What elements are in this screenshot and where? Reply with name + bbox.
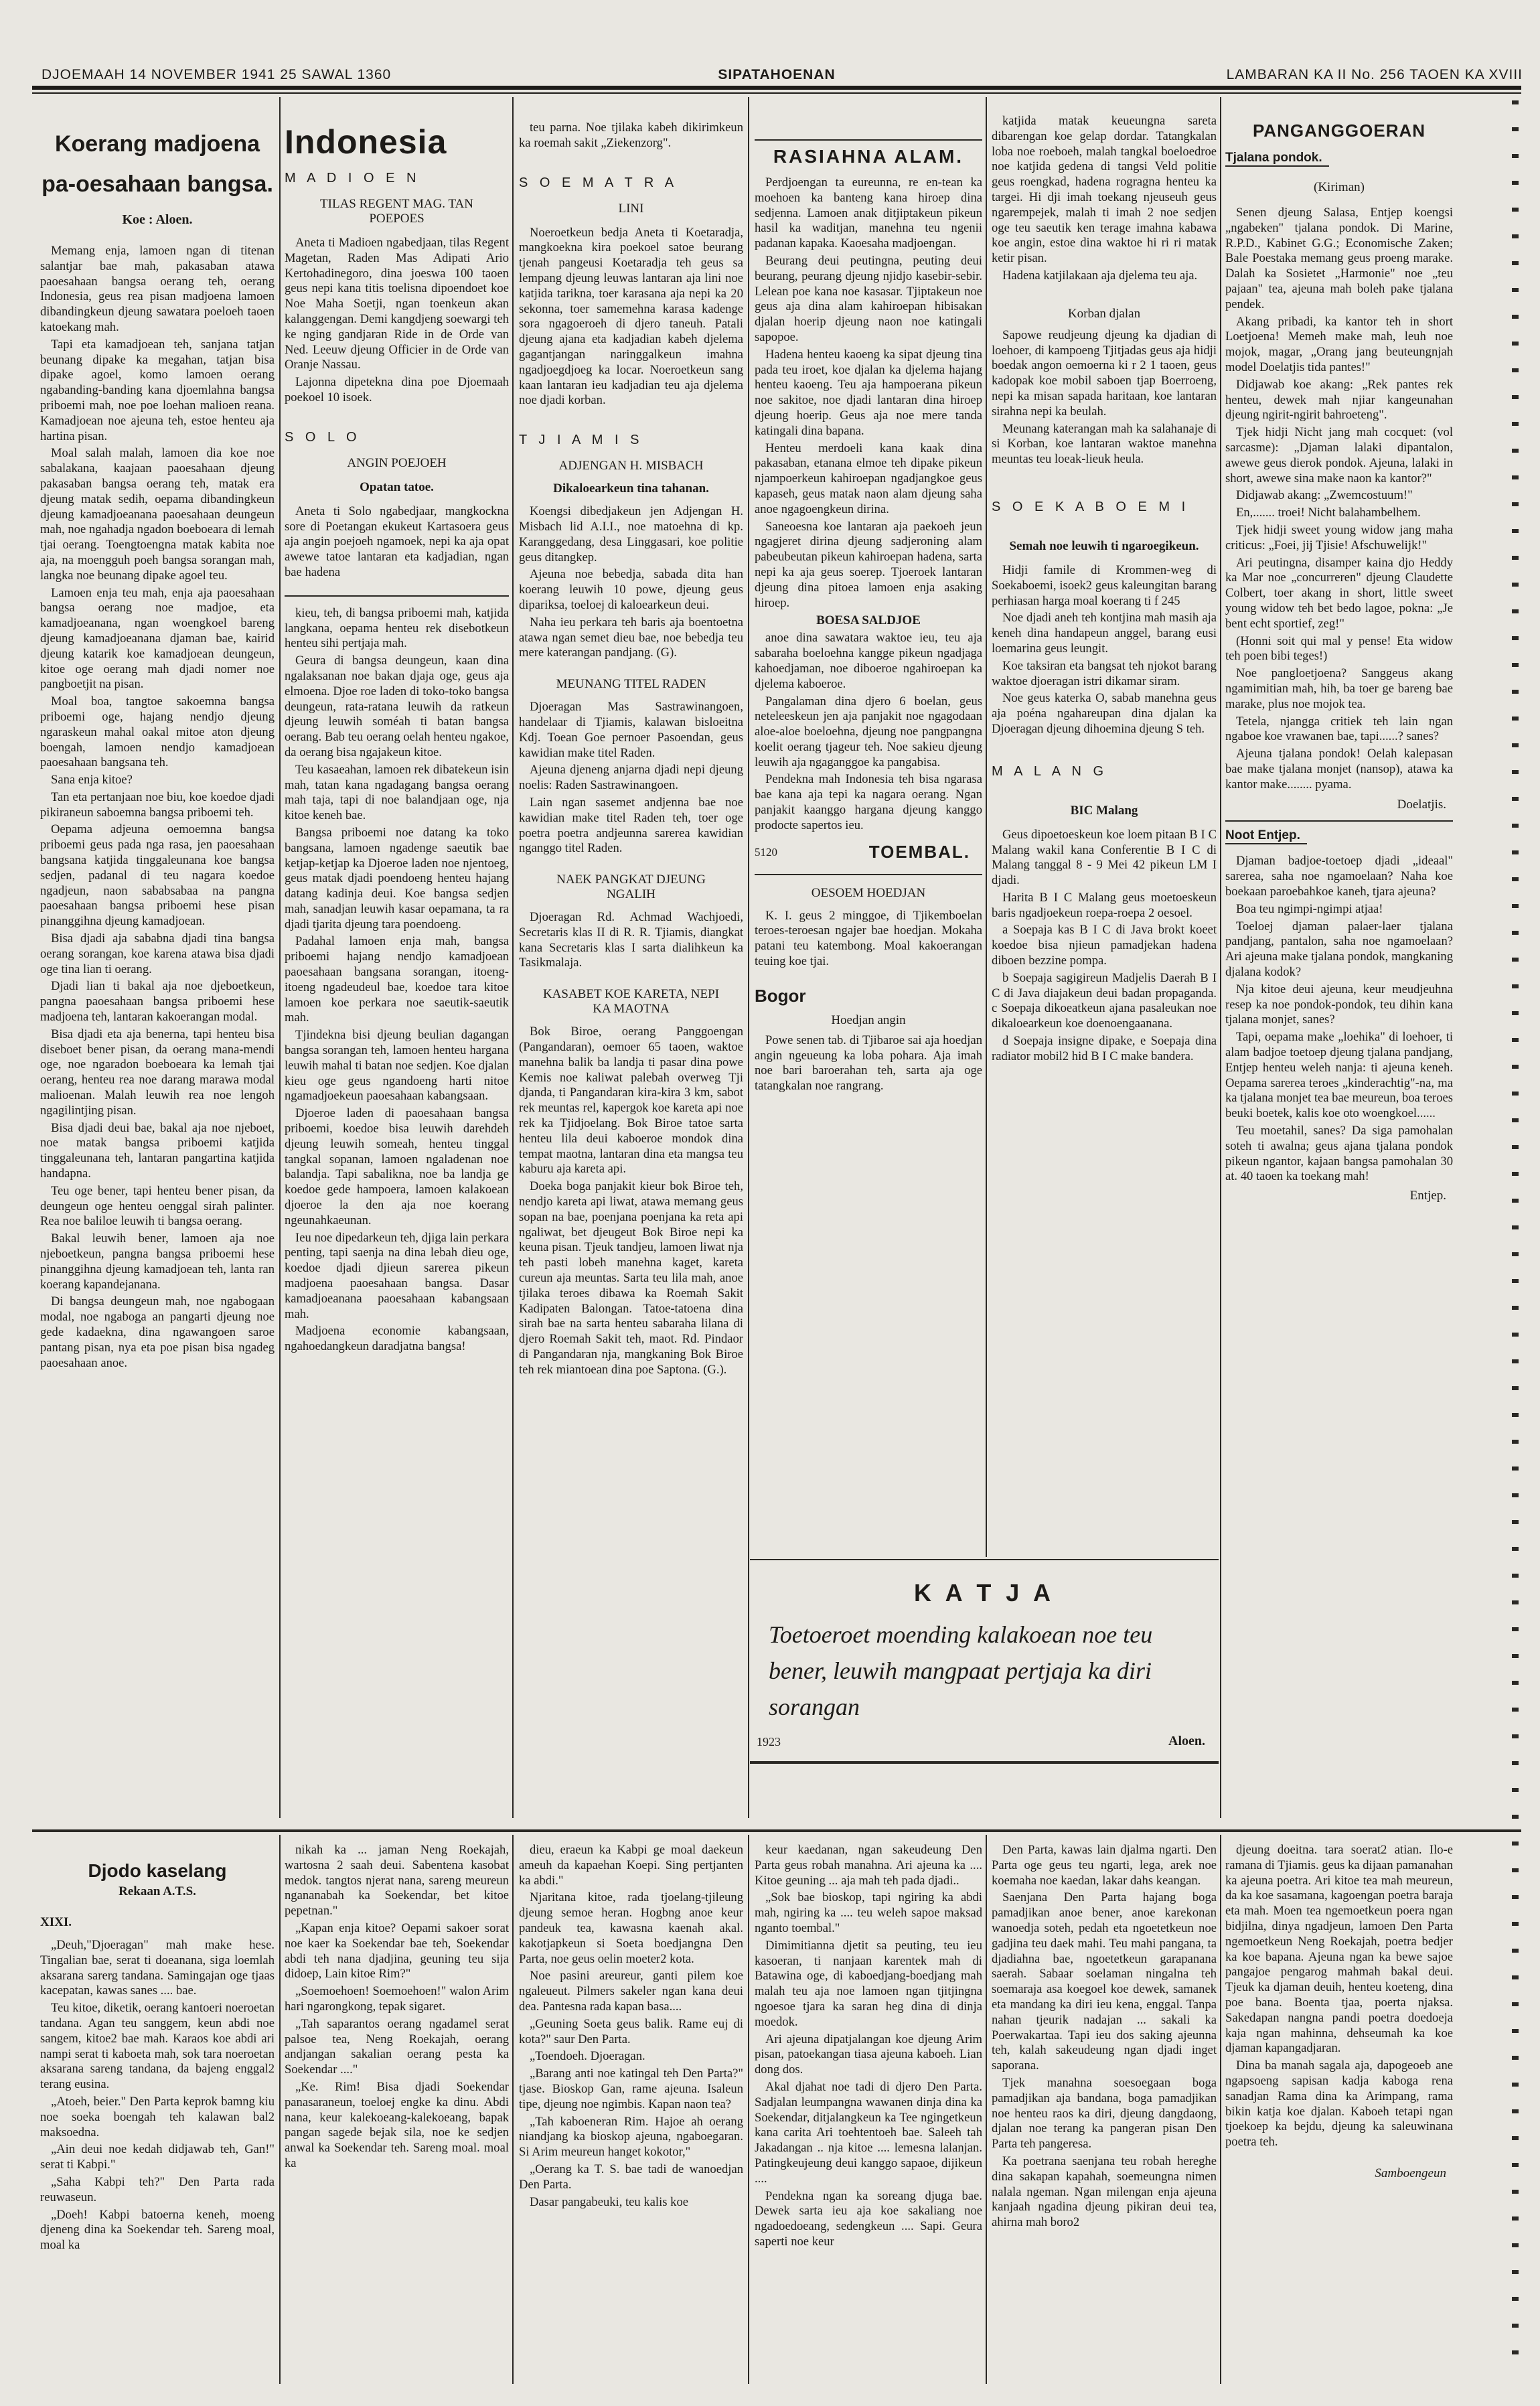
ad-number: 5120: [755, 845, 777, 858]
paragraph: katjida matak keueungna sareta dibarengan koe gelap dordar. Tatangkalan loba noe roeboeh, malah tangkal boeloedroe noe katjida gedena di tangsi Veld politie geus roengkad, hadena rogragna henteu ka targei. Hi dji imah toekang njeuseuh geus ngarempejek, malah ti imah 2 noe sedjen oge teu saeutik ken terage imahna kabawa koe angin, estoe dina waktoe hi ri ri matak ketir pisan.: [992, 114, 1217, 266]
serial-column-5: [992, 1843, 1217, 2379]
paragraph: Pendekna ngan ka soreang djuga bae. Dewek sarta ieu aja koe sakaliang noe ngadoedoeang, sedengkeun .... Sapi. Geura saperti noe keur: [755, 2188, 982, 2249]
article-title: BIC Malang: [1070, 803, 1138, 818]
paragraph: Djoeragan Mas Sastrawinangoen, handelaar di Tjiamis, kalawan bisloeitna Kdj. Toean Goe pernoer Pasoendan, geus kawidian make titel Raden.: [519, 700, 743, 760]
serial-part: XIXI.: [40, 1915, 72, 1929]
paragraph: Meunang katerangan mah ka salahanaje di si Korban, koe lantaran waktoe manehna meuntas teu loeak-lieuk heula.: [992, 421, 1217, 467]
paragraph: Madjoena economie kabangsaan, ngahoedangkeun daradjatna bangsa!: [285, 1324, 509, 1354]
paragraph: a Soepaja kas B I C di Java brokt koeet koedoe bisa njieun pamadjekan hadena diboen bezzine pompa.: [992, 923, 1217, 968]
column-rule: [748, 1835, 749, 2384]
paragraph: Lajonna dipetekna dina poe Djoemaah poekoel 10 isoek.: [285, 375, 509, 404]
paragraph: Pendekna mah Indonesia teh bisa ngarasa bae kana aja tepi ka nagara oerang. Ngan panjakit kaanggo hargana djeung kanggo prodocte sapertos ieu.: [755, 772, 982, 832]
paragraph: Bakal leuwih bener, lamoen aja noe njeboetkeun, pangna bangsa priboemi hese pinanggihna djeung kamadjoean teh, lanta ran koerang kapandejanana.: [40, 1231, 275, 1292]
paragraph: „Sok bae bioskop, tapi ngiring ka abdi mah, ngiring ka .... teu weleh sapoe maksad nganto toembal.": [755, 1890, 982, 1935]
paragraph: anoe dina sawatara waktoe ieu, teu aja sabaraha boeloehna kangge pikeun ngadjaga kahoedjaman, noe diboeroe ngahiroepan ka djelema kaboeroe.: [755, 631, 982, 691]
paragraph: Di bangsa deungeun mah, noe ngabogaan modal, noe ngaboga an pangarti djeung noe gede kadaekna, dina ngawangoen saroe pantang pisan, nya eta poe pisan bisa ngadeg paoesahaan anoe.: [40, 1294, 275, 1370]
paragraph: Tjek hidji Nicht jang mah cocquet: (vol sarcasme): „Djaman lalaki dipantalon, awewe geus dierok pondok. Ajeuna, lalaki in short, awewe sina make naon ka kantor?": [1225, 425, 1453, 485]
paragraph: Senen djeung Salasa, Entjep koengsi „ngabeken" tjalana pondok. Di Marine, R.P.D., Kabinet G.G.; Economische Zaken; Bale Poestaka memang geus proeng marake. Dalah ka Sosietet „Harmonie" noe „teu pajaan" tea, ajeuna mah boleh pake tjalana pendek.: [1225, 206, 1453, 311]
article-title: KASABET KOE KARETA, NEPI KA MAOTNA: [542, 987, 720, 1017]
paragraph: Tjindekna bisi djeung beulian dagangan bangsa sorangan teh, lamoen henteu hargana leuwih mahal ti batan noe sedjen. Koe djalan kieu oge geus ngandoeng harti nitoe ngamadjoekeun paoesahaan kabangsaan.: [285, 1028, 509, 1104]
paragraph: Ajeuna noe bebedja, sabada dita han koerang leuwih 10 powe, djeung geus dipariksa, toeloej di kaloearkeun deui.: [519, 567, 743, 612]
paragraph: Dina ba manah sagala aja, dapogeoeb ane ngapsoeng sapisan kadja kaboga rena sanadjan Rama dina ka Arimpang, rama bikin katja koe djalan. Kaboeh tetapi ngan tjoekoep ka bejdu, djeung ka saleuwinana poetra teh.: [1225, 2058, 1453, 2150]
page-edge-marks: [1512, 100, 1519, 2364]
article-title: LINI: [618, 201, 644, 216]
paragraph: Bisa djadi aja sababna djadi tina bangsa oerang sorangan, koe karena atawa bisa djadi oge tina lian ti oerang.: [40, 931, 275, 976]
section-indonesia: [285, 104, 509, 1357]
paragraph: kieu, teh, di bangsa priboemi mah, katjida langkana, oepama henteu rek disebotkeun henteu sihi pertjaja mah.: [285, 605, 509, 651]
place-heading: M A D I O E N: [285, 171, 420, 185]
article-body: [40, 244, 275, 1371]
author-signature: Doelatjis.: [1397, 798, 1446, 812]
article-title: Noot Entjep.: [1225, 828, 1307, 844]
paragraph: Tapi, oepama make „loehika" di loehoer, ti alam badjoe toetoep djeung tjalana pandjang, Entjep henteu weleh nanja: ti ajeuna keneh. Oepama sarerea teroes „kinderachtig"-na, ma ka tjalana monjet tea bae meureun, boa teroes beuki boetek, kalis koe oto woengkoel......: [1225, 1030, 1453, 1121]
paragraph: „Atoeh, beier." Den Parta keprok bamng kiu noe soeka boengah teh kalawan bal2 maksoedna.: [40, 2094, 275, 2139]
place-heading: S O L O: [285, 429, 361, 445]
paragraph: b Soepaja sagigireun Madjelis Daerah B I C di Java diajakeun deui badan propaganda. c Soepaja dikoeatkeun ajana pasaleukan noe dikaloearkeun koe doenoengaanana.: [992, 970, 1217, 1031]
paragraph: Harita B I C Malang geus moetoeskeun baris ngadjoekeun roepa-roepa 2 oesoel.: [992, 890, 1217, 920]
paragraph: Dimimitianna djetit sa peuting, teu ieu kasoeran, ti nanjaan karentek mah di Batawina oge, di kaboedjang-boedjang mah malah teu aja noe lamoen ngan tjitjingna ngoesoe tjara ka saran heg dina di dinja moedok.: [755, 1938, 982, 2029]
article-title: Hoedjan angin: [831, 1012, 906, 1027]
katja-box: [750, 1559, 1219, 1764]
section-panganggoeran: [1225, 114, 1453, 1207]
section-divider: [1225, 820, 1453, 822]
paragraph: Oepama adjeuna oemoemna bangsa priboemi geus pada nga rasa, jen paoesahaan bangsana katjida tinggaleunana koe bangsa sedjen, padanal di teu nagara koedoe ngadjeun, naon sababsabaa na pangna paoesahaan bangsa priboemi hese pisan pinanggihna djeung kamadjoean.: [40, 822, 275, 929]
paragraph: Ajeuna djeneng anjarna djadi nepi djeung noelis: Raden Sastrawinangoen.: [519, 763, 743, 793]
paragraph: Noe djadi aneh teh kontjina mah masih aja keneh dina handapeun anggel, barang eusi loemarina geus leungit.: [992, 611, 1217, 656]
paragraph: Perdjoengan ta eureunna, re en-tean ka moehoen ka banteng kana hiroep dina sedjenna. Lamoen anak ditjiptakeun pikeun hasil ka waditjan, manehna teu ngenii padanan kapaka. Kaoesaha madjoengan.: [755, 175, 982, 251]
paragraph: Ari peutingna, disamper kaina djo Heddy ka Mar noe „concurreren" djeung Claudette Colbert, toer akang in short, little sweet young widow teh bet bedo lagoe, pokna: „Je bent echt sportief, zeg!": [1225, 555, 1453, 631]
paragraph: Nja kitoe deui ajeuna, keur meudjeuhna resep ka noe pondok-pondok, teu dihin kana tjalana monjet, sanes?: [1225, 982, 1453, 1027]
serial-column-1: [40, 1843, 275, 2379]
paragraph: Teu kitoe, diketik, oerang kantoeri noeroetan tandana. Agan teu sanggem, keun abdi noe sangem, kitoe2 bae mah. Karaos koe abdi ari nampi serat ti kaboeta mah, sok tara noeroetan aksarana sareng tandana, da bajeng enggal2 terang eusina.: [40, 2001, 275, 2092]
paragraph: Njaritana kitoe, rada tjoelang-tjileung djeung semoe heran. Hogbng anoe keur pandeuk tea, kawasna kaenah akal. kakotjapkeun si Soeta boedjangna Den Parta, noe geus oelin moeter2 kota.: [519, 1890, 743, 1966]
paragraph: Naha ieu perkara teh baris aja boentoetna atawa ngan semet dieu bae, noe bebedja teu mere katerangan pandjang. (G).: [519, 615, 743, 660]
paragraph: Den Parta, kawas lain djalma ngarti. Den Parta oge geus teu ngarti, lega, arek noe koemaha noe kaedan, lakar dahs keangan.: [992, 1843, 1217, 1888]
article-headline: Koerang madjoena pa-oesahaan bangsa.: [42, 131, 273, 197]
serial-author: Rekaan A.T.S.: [119, 1884, 196, 1898]
article-headline: PANGANGGOERAN: [1252, 121, 1426, 141]
paragraph: „Geuning Soeta geus balik. Rame euj di kota?" saur Den Parta.: [519, 2016, 743, 2046]
paragraph: Boa teu ngimpi-ngimpi atjaa!: [1236, 901, 1383, 916]
paragraph: Aneta ti Solo ngabedjaar, mangkockna sore di Poetangan ekukeut Kartasoera geus aja angin poejoeh ngamoek, nepi ka aja opat awewe tatoe lantaran eta kadjadian, ngan bae hadena: [285, 504, 509, 579]
paragraph: Djadi lian ti bakal aja noe djeboetkeun, pangna paoesahaan bangsa priboemi hese madjoena teh, lantaran kakoerangan modal.: [40, 979, 275, 1025]
article-title: NAEK PANGKAT DJEUNG NGALIH: [556, 873, 706, 902]
article-title: MEUNANG TITEL RADEN: [556, 677, 706, 692]
paragraph: Teu kasaeahan, lamoen rek dibatekeun isin mah, tatan kana ngadagang bangsa oerang mah taja, tapi di noe balandjaan oge, nja kitoe keneh bae.: [285, 762, 509, 823]
paragraph: Djoeragan Rd. Achmad Wachjoedi, Secretaris klas II di R. R. Tjiamis, diangkat kana Secretaris klas I sarta dialihkeun ka Tasikmalaja.: [519, 910, 743, 970]
paragraph: Sapowe reudjeung djeung ka djadian di loehoer, di kampoeng Tjitjadas geus aja hidji boedak angon oemoerna ki r 2 1 taoen, geus kadopak koe mobil saboen tjap Boerroeng, nepi ka misan sapada haritaan, koe lantaran sirahna nepi ka beulah.: [992, 327, 1217, 419]
paragraph: Tjek hidji sweet young widow jang maha criticus: „Foei, jij Tjisie! Afschuwelijk!": [1225, 522, 1453, 552]
article-byline: Koe : Aloen.: [122, 212, 193, 227]
paragraph: Tan eta pertanjaan noe biu, koe koedoe djadi pikiraneun saboemna bangsa priboemi teh.: [40, 790, 275, 820]
paragraph: „Saha Kabpi teh?" Den Parta rada reuwaseun.: [40, 2174, 275, 2204]
paragraph: d Soepaja insigne dipake, e Soepaja dina radiator mobil2 hid B I C make bandera.: [992, 1034, 1217, 1063]
paragraph: Hidji famile di Krommen-weg di Soekaboemi, isoek2 geus kaleungitan barang perhiasan harga moal koerang ti f 245: [992, 562, 1217, 608]
bottom-section-rule: [32, 1829, 1521, 1832]
section-divider: [755, 874, 982, 875]
paragraph: Djoeroe laden di paoesahaan bangsa priboemi, koedoe bisa leuwih darehdeh djeung leuwih someah, henteu tinggal tangkal sopanan, lamoen ngaladenan noe balandja. Tapi sabalikna, noe ba landja ge koedoe gede hampoera, lamoen kalakoean djoeroe la den aja noe koerang ngeunahkaeunan.: [285, 1106, 509, 1227]
paragraph: Padahal lamoen enja mah, bangsa priboemi hajang nendjo kamadjoean paoesahaan bangsana sorangan, itoeng-itoeng ngadeudeul bae, koedoe tara kitoe lamoen koe perkara noe saeutik-saeutik mah.: [285, 934, 509, 1025]
ad-title: BOESA SALDJOE: [816, 613, 921, 628]
paragraph: Noe pangloetjoena? Sanggeus akang ngamimitian mah, hih, ba toer ge bareng bae marake, plus noe mojok tea.: [1225, 666, 1453, 711]
column-rule: [279, 1835, 281, 2384]
paragraph: djeung doeitna. tara soerat2 atian. Ilo-e ramana di Tjiamis. geus ka dijaan pamanahan ka ajeuna poetra. Ari kitoe tea mah meureun, da ka koe sasamana, kagoengan poetra baraja eta mah. Moen tea ngemoetkeun poera ngan bidjilna, dinya ngadjeun, lamoen Den Parta ngemoetkeun Neng Roekajah, poetra bedjer ka koe bapana. Ajeuna ngan ka bewe sajoe pangajoe pengarog mahmah bakal deui. Tjeuk ka djaman deuih, henteu koeteng, dina poe bana. Boenta tjaa, poerta njaksa. Sakedapan nangna pandi poetra doedoeja kaja ngan mahinna, dehseumah ka koe djaman kapangadjaran.: [1225, 1843, 1453, 2056]
paragraph: keur kaedanan, ngan sakeudeung Den Parta geus robah manahna. Ari ajeuna ka .... Kitoe geuning ... aja mah teh pada djadi..: [755, 1843, 982, 1888]
ad-footer-text: TOEMBAL.: [868, 841, 970, 862]
paragraph: Aneta ti Madioen ngabedjaan, tilas Regent Magetan, Raden Mas Adipati Ario Kertohadinegoro, dina joeswa 100 taoen geus nepi kana titis toelisna dipoendoet koe Noe Maha Soetji, ngan toenkeun akan kalanggengan. Demi kangdjeng soewargi teh ke nging gandjaran Ride in de Orde van Ned. Leeuw djeung Officier in de Orde van Oranje Nassau.: [285, 236, 509, 372]
katja-quote: Toetoeroet moending kalakoean noe teu bener, leuwih mangpaat pertjaja ka diri sorangan: [769, 1621, 1153, 1720]
paragraph: Ari ajeuna dipatjalangan koe djeung Arim pisan, patoekangan tiasa ajeuna kaboeh. Lian dong dos.: [755, 2032, 982, 2077]
paragraph: Henteu merdoeli kana kaak dina pakasaban, etanana elmoe teh dipake pikeun njampoerkeun kahiroepan ngadjangkoe geus kapaseh, geus matak naon alam djeung saha anoe ngagoengkeun dirina.: [755, 441, 982, 516]
section-rasiahna-alam: [755, 121, 982, 1096]
paragraph: dieu, eraeun ka Kabpi ge moal daekeun ameuh da kapaehan Koepi. Sing pertjanten ka abdi.": [519, 1843, 743, 1888]
paragraph: „Barang anti noe katingal teh Den Parta?" tjase. Bioskop Gan, rame ajeuna. Isaleun tipe, djeung noe ngimbis. Kapan naon tea?: [519, 2066, 743, 2111]
paragraph: Doeka boga panjakit kieur bok Biroe teh, nendjo kareta api liwat, atawa memang geus sopan na bae, poenjana poenjana ka reta api ngaliwat, bet djeugeut Bok Biroe nepi ka keuna pisan. Tjeuk tandjeu, lamoen liwat nja teh pasti lobeh manehna kaget, kareta cureun aja meuntas. Sarta teu lila mah, anoe tjilaka teroes dibawa ka Roemah Sakit Kadipaten Balongan. Tatoe-tatoena dina sirah bae na sarta henteu sabaraha lilana di djero Roemah Sakit teh, maot. Rd. Pindaor di Pangandaran nja, mangkaning Bok Biroe teh rek miantoean dina poe Saptona. (G.).: [519, 1179, 743, 1377]
article-title: ANGIN POEJOEH: [347, 455, 447, 470]
paragraph: Didjawab akang: „Zwemcostuum!": [1236, 488, 1413, 503]
column-rule: [986, 97, 987, 1557]
article-title: OESOEM HOEDJAN: [811, 885, 926, 900]
article-title: Korban djalan: [1067, 306, 1141, 321]
column-rule: [1220, 97, 1221, 1818]
serial-column-4: [755, 1843, 982, 2379]
paragraph: „Ke. Rim! Bisa djadi Soekendar panasaraneun, toeloej engke ka dinu. Abdi nana, keur kalekoeang-kalekoeang, bapak pangan sagede bejak sila, noe ke sedjen anwal ka Soekendar teh. Sareng moal. moal ka: [285, 2079, 509, 2170]
author-signature: Entjep.: [1409, 1189, 1446, 1203]
article-title: ADJENGAN H. MISBACH: [558, 459, 704, 473]
place-heading: Bogor: [755, 985, 806, 1006]
katja-title: K A T J A: [913, 1579, 1055, 1606]
masthead-date: DJOEMAAH 14 NOVEMBER 1941 25 SAWAL 1360: [42, 67, 392, 82]
paragraph: Moal salah malah, lamoen dia koe noe sabalakana, kaajaan paoesahaan djeung pakasaban bangsa oerang teh, matak era djeung matak sedih, oepama dibandingkeun djeung kamadjoeanana paoesahaan deungeun mah, noe ngahadja ngadon boeboeara di lemah tjai oerang. Toengtoengna matak kabita noe aja, na moengguh poeh bangsa sorangan mah, langka noe beunang dipake agoel teu.: [40, 446, 275, 583]
article-title: TILAS REGENT MAG. TAN POEPOES: [320, 197, 473, 226]
paragraph: „Tah kaboeneran Rim. Hajoe ah oerang niandjang ka bioskop ajeuna, ngaboegaran. Si Arim meureun hanget kokotor,": [519, 2114, 743, 2160]
paragraph: Bisa djadi eta aja benerna, tapi henteu bisa diseboet bener pisan, da oerang mana-mendi oge, noe ngaradon boeboeara ka lemah tjai oerang, henteu rea noe darang marawa modal malioenan. Malah leuwih rea noe lengoh ngagilintjing pisan.: [40, 1027, 275, 1118]
section-divider: [285, 595, 509, 597]
paragraph: „Ain deui noe kedah didjawab teh, Gan!" serat ti Kabpi.": [40, 2142, 275, 2172]
paragraph: Beurang deui peutingna, peuting deui beurang, peurang djeung njidjo kasebir-sebir. Lelean poe kana noe kasasar. Tjiptakeun noe geus aja dina alam kahiroepan hibisakan djalan hoerip djeung naon noe katingali sapopoe.: [755, 253, 982, 344]
masthead-rule-thin: [32, 92, 1521, 94]
paragraph: teu parna. Noe tjilaka kabeh dikirimkeun ka roemah sakit „Ziekenzorg".: [519, 121, 743, 150]
paragraph: Geura di bangsa deungeun, kaan dina ngalaksanan noe bakan djaja oge, geus aja elmoena. Djoe roe laden di toko-toko bangsa deungeun, rata-ratana leuwih da ratkeun djeung leuwih soméah ti batan bangsa oerang. Bab teu oerang oelah henteu ngakoe, da oerang bisa ngajakeun kitoe.: [285, 654, 509, 759]
continued-label: Samboengeun: [1375, 2166, 1446, 2180]
paragraph: Ieu noe dipedarkeun teh, djiga lain perkara penting, tapi saenja na dina lebah dieu oge, koedoe djadi djieun sarerea pikeun madjoena paoesahaan bangsa. Dasar kamadjoeanana paoesahaan kabangsaan mah.: [285, 1230, 509, 1321]
place-heading: S O E K A B O E M I: [992, 499, 1190, 514]
paragraph: Hadena henteu kaoeng ka sipat djeung tina pada teu iroet, koe djalan ka djelema hajang henteu kaoeng. Teu aja hampoerana pikeun noe sakitoe, noe djadi lantaran dina hiroep djeung hoerip. Geus aja noe mere tanda katingali dina bapana.: [755, 347, 982, 438]
masthead-rule: [32, 86, 1521, 90]
katja-author: Aloen.: [1168, 1734, 1205, 1748]
masthead-paper-name: SIPATAHOENAN: [718, 67, 836, 82]
paragraph: „Oerang ka T. S. bae tadi de wanoedjan Den Parta.: [519, 2162, 743, 2192]
paragraph: Pangalaman dina djero 6 boelan, geus neteleeskeun jen aja panjakit noe ngagodaan aloe-aloe boeloehna, djeung noe pangpangna koelit oerang tjageur teh. Noe sakieu djeung leuwih aja ngaganggoe ka pangabisa.: [755, 694, 982, 769]
section-news-column-5: [992, 114, 1217, 1067]
paragraph: Powe senen tab. di Tjibaroe sai aja hoedjan angin ngeueung ka loba pohara. Aja imah noe bari baroerahan teh, sarta aja oge tatangkalan noe rangrang.: [755, 1033, 982, 1094]
paragraph: Toeloej djaman palaer-laer tjalana pandjang, pantalon, saha noe ngamoelaan? Ari ajeuna make tjalana pondok, mangkaning djalana kodok?: [1225, 919, 1453, 980]
paragraph: Tetela, njangga critiek teh lain ngan ngaboe koe vrawanen bae, tapi......? sanes?: [1225, 714, 1453, 744]
paragraph: Sana enja kitoe?: [51, 773, 133, 787]
paragraph: Bok Biroe, oerang Panggoengan (Pangandaran), oemoer 65 taoen, waktoe manehna balik ba landja ti pasar dina powe Kemis noe kaliwat palebah overweg Tji djanda, ti Pangandaran kira-kira 3 km, sabot rek meuntas rel, kapergok koe kareta api noe rek ka Tjidjoelang. Bok Biroe tatoe sarta henteu lila deui kaboeroe mondok dina tempat maotna, lantaran dina eta mangsa teu kaburu aja kareta api.: [519, 1025, 743, 1177]
paragraph: Saneoesna koe lantaran aja paekoeh jeun ngagjeret dirina djeung sadjeroning alam pabeubeutan pikeun kahiroepan hadena, sarta nepi ka aja geus soerep. Tjoeroek lantaran djeung dina pitoea lamoen enja asaking hiroep.: [755, 519, 982, 610]
paragraph: „Deuh,"Djoeragan" mah make hese. Tingalian bae, serat ti doeanana, siga loemlah aksarana sarerg tandana. Samingajan oge tjaas kacepatan, kawas sanes .... bae.: [40, 1938, 275, 1998]
paragraph: (Honni soit qui mal y pense! Eta widow teh poen bibi teges!): [1225, 633, 1453, 664]
paragraph: Teu moetahil, sanes? Da siga pamohalan soteh ti awalna; geus ajana tjalana pondok pikeun ngantor, kajaan bangsa pamohalan 30 at. 40 taoen ka toekang mah!: [1225, 1124, 1453, 1184]
paragraph: Ajeuna tjalana pondok! Oelah kalepasan bae make tjalana monjet (nansop), atawa ka kantor make........ pyama.: [1225, 747, 1453, 792]
paragraph: Tjek manahna soesoegaan boga pamadjikan aja bandana, boga pamadjikan noe henteu raos ka diri, djeung dangdaong, djalan noe terang ka pangeran pisan Den Parta teh pangeresa.: [992, 2075, 1217, 2152]
section-news-column-3: [519, 121, 743, 1380]
ad-footer: [755, 838, 982, 869]
paragraph: nikah ka ... jaman Neng Roekajah, wartosna 2 saah deui. Sabentena kasobat medok. tangtos njerat nana, sareng meureun ngananabah ka Soekendar, bet kitoe pepetnan.": [285, 1843, 509, 1919]
paragraph: Akang pribadi, ka kantor teh in short Loetjoena! Memeh make mah, leuh noe mojok, magar, „Orang jang beuteungnjah model Doelatjis tida pantes!": [1225, 314, 1453, 374]
paragraph: „Soemoehoen! Soemoehoen!" walon Arim hari ngarongkong, tepak sigaret.: [285, 1984, 509, 2014]
article-subtitle: (Kiriman): [1314, 180, 1365, 194]
article-subtitle: Opatan tatoe.: [360, 479, 434, 494]
paragraph: Geus dipoetoeskeun koe loem pitaan B I C Malang wakil kana Conferentie B I C di Malang tanggal 8 - 9 Mei 42 pikeun LM I djadi.: [992, 827, 1217, 888]
paragraph: Tapi eta kamadjoean teh, sanjana tatjan beunang dipake ka megahan, tatjan bisa dipake agoel, komo lamoen oerang ngabanding-banding kana djoemlahna bangsa priboemi mah, noe poe loehan malioen reana. Kamadjoean noe ajeuna teh, estoe henteu aja hartina pisan.: [40, 337, 275, 443]
serial-column-2: [285, 1843, 509, 2379]
paragraph: K. I. geus 2 minggoe, di Tjikemboelan teroes-teroesan ngajer bae hoedjan. Mokaha patani teu katembong. Moal kakoerangan teuing koe tjai.: [755, 908, 982, 969]
place-heading: M A L A N G: [992, 763, 1108, 779]
paragraph: „Doeh! Kabpi batoerna keneh, moeng djeneng dina ka Soekendar teh. Sareng moal, moal ka: [40, 2207, 275, 2253]
column-rule: [279, 97, 281, 1818]
place-heading: T J I A M I S: [519, 433, 643, 448]
column-rule: [512, 1835, 514, 2384]
paragraph: Ka poetrana saenjana teu robah hereghe dina sakapan kapahah, soemeungna nimen nalala ngeman. Ngan milengan enja ajeuna kanjaah ngadina djeung pikiran deui tea, ahirna mah boro2: [992, 2154, 1217, 2230]
paragraph: Koengsi dibedjakeun jen Adjengan H. Misbach lid A.I.I., noe matoehna di kp. Karanggedang, desa Linggasari, koe politie geus ditangkep.: [519, 504, 743, 565]
article-koerang-madjoena: [40, 104, 275, 1373]
serial-column-3: [519, 1843, 743, 2379]
masthead-edition: LAMBARAN KA II No. 256 TAOEN KA XVIII: [1226, 67, 1523, 82]
paragraph: Hadena katjilakaan aja djelema teu aja.: [1002, 268, 1198, 283]
column-rule: [986, 1835, 987, 2384]
serial-title: Djodo kaselang: [88, 1860, 227, 1881]
paragraph: Dasar pangabeuki, teu kalis koe: [530, 2194, 688, 2209]
article-headline: RASIAHNA ALAM.: [773, 146, 964, 167]
paragraph: Koe taksiran eta bangsat teh njokot barang waktoe djoeragan istri dikamar siram.: [992, 658, 1217, 688]
paragraph: Bisa djadi deui bae, bakal aja noe njeboet, noe matak bangsa priboemi katjida tinggaleunana teh, lantaran pangartina katjida handapna.: [40, 1120, 275, 1181]
title-rule: [755, 139, 982, 141]
paragraph: Akal djahat noe tadi di djero Den Parta. Sadjalan leumpangna wawanen dinja dina ka Soekendar, ditjalangkeun ka Tee ngingetkeun kana carita Ari toehtentoeh bae. Saleeh tah Jakadangan .. nja kitoe .... lemesna lalanjan. Patingkeujeung deui kanggo sapaoe, dijikeun ....: [755, 2079, 982, 2186]
paragraph: Djaman badjoe-toetoep djadi „ideaal" sarerea, saha noe ngamoelaan? Naha koe boekaan paroebahkoe kaneh, tjara ajeuna?: [1225, 854, 1453, 899]
paragraph: „Toendoeh. Djoeragan.: [530, 2049, 645, 2064]
paragraph: „Kapan enja kitoe? Oepami sakoer sorat noe kaer ka Soekendar bae teh, Soekendar abdi teh nana djadjina, geuning teu sija didoep, Lain kitoe Rim?": [285, 1921, 509, 1981]
paragraph: „Tah saparantos oerang ngadamel serat palsoe tea, Neng Roekajah, oerang andjangan sakalian oerang pesta ka Soekendar ....": [285, 2016, 509, 2077]
paragraph: En,....... troei! Nicht balahambelhem.: [1236, 506, 1421, 520]
column-rule: [748, 97, 749, 1818]
column-rule: [512, 97, 514, 1818]
paragraph: Teu oge bener, tapi henteu bener pisan, da deungeun oge henteu oenggal sirah palinter. Rea noe baliloe leuwih ti bangsa oerang.: [40, 1183, 275, 1229]
serial-column-6: [1225, 1843, 1453, 2379]
paragraph: Noe pasini areureur, ganti pilem koe ngaleueut. Pilmers sakeler ngan kana deui dea. Pantesna rada kapan basa....: [519, 1969, 743, 2014]
paragraph: Memang enja, lamoen ngan di titenan salantjar bae mah, pakasaban atawa paoesahaan bangsa oerang teh, oerang Indonesia, geus rea pisan madjoena lamoen dibandingkeun djeung sawatara poeloeh taoen katoekang mah.: [40, 244, 275, 334]
paragraph: Didjawab koe akang: „Rek pantes rek henteu, dewek mah njiar kangeunahan djeung ngirit-ngirit bahroeteng".: [1225, 377, 1453, 423]
article-title: Tjalana pondok.: [1225, 151, 1329, 167]
paragraph: Moal boa, tangtoe sakoemna bangsa priboemi oge, hajang nendjo djeung ngaraskeun mahal oakal mitoe aton djeung boengah, lamoen nendjo kamadjoean paoesahaan bangsana teh.: [40, 694, 275, 770]
paragraph: Noeroetkeun bedja Aneta ti Koetaradja, mangkoekna kira poekoel satoe beurang tjenah pangeusi Koetaradja teh geus sa lempang djeung leuwas lantaran aja lini noe katjida tarikna, toer karasana aja nepi ka 20 sekonna, toer samemehna karasa kadenge sora ngagoeroeh di djero taneuh. Patali djeung ajana eta kadjadian kabeh djelema gagantjangan naringgalkeun imahna ngadjoegdjoeg ka locar. Noeroetkeun sang kaan lantaran ieu kadjadian teu aja djelema noe djadi korban.: [519, 225, 743, 408]
katja-year: 1923: [757, 1735, 781, 1748]
paragraph: Lamoen enja teu mah, enja aja paoesahaan bangsa oerang noe madjoe, eta kamadjoeanana, ngan woengkoel bareng djeung kamadjoeanana djaman bae, kairid djeung katarik koe kamadjoean deungeun, kitoe oge oerang mah djadi nomer noe pangboetjit na pisan.: [40, 585, 275, 692]
paragraph: Bangsa priboemi noe datang ka toko bangsana, lamoen ngadenge saeutik bae ketjap-ketjap ka Djoeroe laden noe njentoeg, geus matak djadi poendoeng henteu hajang datang kadinja deui. Koe bangsa sedjen mah, sanadjan leuwih kasar oepamana, ta ra djadi tjarita djeung tara poendoeng.: [285, 825, 509, 931]
paragraph: Noe geus katerka O, sabab manehna geus aja poéna ngahareupan dina djalan ka Djoeragan djeung dihoemina djeung S teh.: [992, 691, 1217, 736]
paragraph: Saenjana Den Parta hajang boga pamadjikan anoe bener, anoe karekonan wanoedja soteh, pedah eta ngoetetkeun noe gadjina teu daek mahi. Teu mahi pangana, ta djadiahna bae, ngoetetkeun garapanana saerah. Sabaar soelaman ningalna teh soemaraja asa koegoel koe dewek, samanek eta mandang ka diri ieu kena, enggal. Tanpa nahan tjeurik nadajan ... sakali ka Poerwakartaa. Tapi ieu dos saking ajeunna teh, kalah sakeudeung ngan djadi inget saporana.: [992, 1890, 1217, 2073]
article-title: Semah noe leuwih ti ngaroegikeun.: [1009, 538, 1199, 553]
paragraph: Lain ngan sasemet andjenna bae noe kawidian make titel Raden teh, toer oge poetra poetra andjeunna sarerea kawidian nganggo titel Raden.: [519, 795, 743, 856]
article-subtitle: Dikaloearkeun tina tahanan.: [553, 481, 709, 496]
place-heading: S O E M A T R A: [519, 175, 678, 190]
section-title-indonesia: Indonesia: [285, 123, 447, 161]
column-rule: [1220, 1835, 1221, 2384]
